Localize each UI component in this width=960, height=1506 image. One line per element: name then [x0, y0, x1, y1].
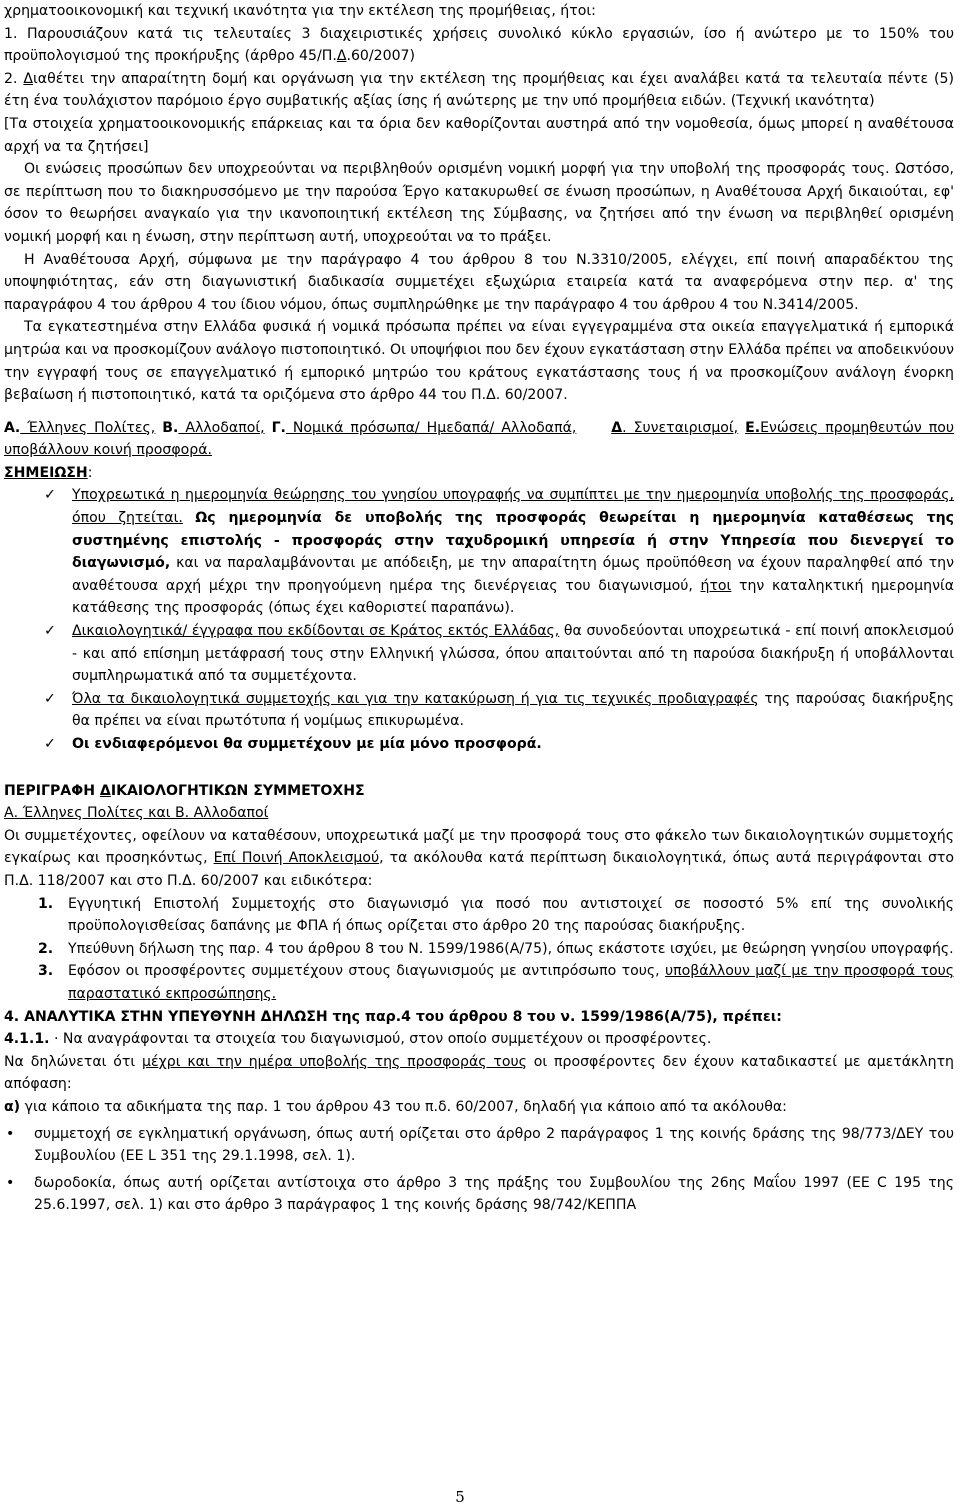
section-subtitle: Α. Έλληνες Πολίτες και Β. Αλλοδαποί [4, 805, 269, 822]
item-2-text: Υπεύθυνη δήλωση της παρ. 4 του άρθρου 8 του Ν. 1599/1986(Α/75), όπως εκάστοτε ισχύει, με θεώρηση γνησίου υπογραφής. [68, 940, 954, 957]
clause-a [4, 1096, 954, 1119]
criterion-2-letter: Δ [23, 70, 34, 87]
bullet-2-text: δωροδοκία, όπως αυτή ορίζεται αντίστοιχα στο άρθρο 3 της πράξης του Συμβουλίου της 26ης Μαΐου 1997 (ΕΕ C 195 της 25.6.1997, σελ. 1) και στο άρθρο 3 παράγραφος 1 της κοινής δράσης 98/742/ΚΕΠΠΑ [34, 1174, 954, 1214]
item-3-underlined: υποβάλλουν μαζί με την προσφορά τους παραστατικό εκπροσώπησης. [68, 963, 955, 1002]
note-1-bold: Ως ημερομηνία δε υποβολής της προσφοράς θεωρείται η ημερομηνία καταθέσεως της συστημένης επιστολής - προσφοράς στην ταχυδρομική υπηρεσία ή στην Υπηρεσία που διενεργεί το διαγωνισμό, [72, 510, 954, 572]
checkmark-icon: ✓ [44, 487, 56, 504]
intro-text-1: Οι συμμετέχοντες, οφείλουν να καταθέσουν, υποχρεωτικά μαζί με την προσφορά τους στο φάκελο των δικαιολογητικών συμμετοχής εγκαίρως και προσηκόντως, [4, 827, 954, 867]
item-4-1-1 [4, 1028, 954, 1051]
note-1-text-2: την καταληκτική ημερομηνία κατάθεσης της προσφοράς (όπως έχει καθοριστεί παραπάνω). [72, 577, 954, 617]
item-number: 3. [38, 963, 54, 980]
note-4-bold: Οι ενδιαφερόμενοι θα συμμετέχουν με μία μόνο προσφορά. [72, 736, 542, 752]
section-intro [4, 825, 954, 893]
item-1-text: Εγγυητική Επιστολή Συμμετοχής στο διαγωνισμό για ποσό που αντιστοιχεί σε ποσοστό 5% επί της συνολικής προϋπολογισθείσας δαπάνης με ΦΠΑ ή όπως ορίζεται στο άρθρο 20 της παρούσας διακήρυξης. [68, 895, 954, 935]
intro-underlined: Επί Ποινή Αποκλεισμού [213, 850, 380, 867]
bullet-icon: • [6, 1174, 15, 1191]
document-item-2 [4, 938, 954, 961]
bullet-1-text: συμμετοχή σε εγκληματική οργάνωση, όπως αυτή ορίζεται στο άρθρο 2 παράγραφος 1 της κοινής δράσης της 98/773/ΔΕΥ του Συμβουλίου (ΕΕ L 351 της 29.1.1998, σελ. 1). [34, 1125, 954, 1165]
note-item-3 [4, 688, 954, 733]
category-a-letter: Α. [4, 419, 21, 436]
declaration-line [4, 1051, 954, 1096]
bullet-item-1 [4, 1123, 954, 1168]
criterion-1-text: 1. Παρουσιάζουν κατά τις τελευταίες 3 διαχειριστικές χρήσεις συνολικό κύκλο εργασιών, ίσο ή ανώτερο με το 150% του προϋπολογισμού της προκήρυξης (άρθρο 45/Π. [4, 25, 954, 65]
declaration-text-1: Να δηλώνεται ότι [4, 1053, 143, 1070]
note-colon: : [87, 464, 93, 481]
note-1-underlined: Υποχρεωτικά η ημερομηνία θεώρησης του γνησίου υπογραφής να συμπίπτει με την ημερομηνία υποβολής της προσφοράς, όπου ζητείται. [72, 487, 954, 527]
category-d-letter: Δ [611, 419, 623, 436]
item-number: 1. [38, 895, 54, 912]
clause-a-label: α) [4, 1098, 21, 1115]
note-item-2 [4, 620, 954, 688]
category-b-text: Αλλοδαποί, [178, 419, 265, 436]
section-title-b: ΙΚΑΙΟΛΟΓΗΤΙΚΩΝ ΣΥΜΜΕΤΟΧΗΣ [110, 782, 365, 799]
criterion-1-end: .60/2007) [346, 48, 416, 65]
note-3-text: της παρούσας διακήρυξης θα πρέπει να είναι πρωτότυπα ή νομίμως επικυρωμένα. [72, 690, 954, 730]
note-heading [4, 462, 954, 485]
item-4-1-1-text: · Να αναγράφονται τα στοιχεία του διαγωνισμού, στον οποίο συμμετέχουν οι προσφέροντες. [49, 1031, 712, 1048]
spacer [4, 756, 954, 780]
registry-paragraph: Τα εγκατεστημένα στην Ελλάδα φυσικά ή νομικά πρόσωπα πρέπει να είναι εγγεγραμμένα στα οικεία επαγγελματικά ή εμπορικά μητρώα και να προσκομίζουν ανάλογο πιστοποιητικό. Οι υποψήφιοι που δεν έχουν εγκατάσταση στην Ελλάδα πρέπει να αποδεικνύουν την εγγραφή τους σε επαγγελματικό ή εμπορικό μητρώο του κράτους εγκατάστασης τους ή να προσκομίζουν ανάλογη ένορκη βεβαίωση ή πιστοποιητικό, κατά τα οριζόμενα στο άρθρο 44 του Π.Δ. 60/2007. [4, 319, 954, 404]
note-2-text: θα συνοδεύονται υποχρεωτικά - επί ποινή αποκλεισμού - και από επίσημη μετάφρασή τους στην Ελληνική γλώσσα, όπου απαιτούνται από τη παρούσα διακήρυξη ή υποβάλλονται συμπληρωματικά από τα συμμετέχοντα. [72, 623, 954, 685]
category-a-text: Έλληνες Πολίτες, [20, 419, 156, 436]
item-number: 2. [38, 940, 54, 957]
categories-line [4, 417, 954, 462]
document-item-4: 4. ΑΝΑΛΥΤΙΚΑ ΣΤΗΝ ΥΠΕΥΘΥΝΗ ΔΗΛΩΣΗ της παρ.4 του άρθρου 8 του ν. 1599/1986(Α/75), πρέπει: [4, 1008, 782, 1025]
intro-text-2: , τα ακόλουθα κατά περίπτωση δικαιολογητικά, όπως αυτά περιγράφονται στο Π.Δ. 118/2007 και στο Π.Δ. 60/2007 και ειδικότερα: [4, 850, 954, 889]
checkmark-icon: ✓ [44, 623, 56, 640]
checkmark-icon: ✓ [44, 690, 56, 707]
item-4-1-1-number: 4.1.1. [4, 1031, 50, 1048]
bullet-item-2 [4, 1172, 954, 1217]
note-3-underlined: Όλα τα δικαιολογητικά συμμετοχής και για την κατακύρωση ή για τις τεχνικές προδιαγραφές [72, 690, 759, 707]
criterion-2 [4, 68, 954, 113]
criterion-1-letter: Δ [336, 48, 347, 65]
intro-line: χρηματοοικονομική και τεχνική ικανότητα για την εκτέλεση της προμήθειας, ήτοι: [4, 3, 596, 19]
note-1-text: και να παραλαμβάνονται με απόδειξη, με την απαραίτητη όμως προϋπόθεση να έχουν παραληφθεί από την αναθέτουσα αρχή μέχρι την προηγούμενη ημέρα της διενέργειας του διαγωνισμού, [72, 555, 954, 594]
offshore-paragraph: Η Αναθέτουσα Αρχή, σύμφωνα με την παράγραφο 4 του άρθρου 8 του Ν.3310/2005, ελέγχει, επί ποινή απαραδέκτου της υποψηφιότητας, εάν στη διαγωνιστική διαδικασία συμμετέχει εξωχώρια εταιρεία κατά τα αναφερόμενα στην περ. α' της παραγράφου 4 του άρθρου 4 του ίδιου νόμου, όπως συμπληρώθηκε με την παράγραφο 4 του άρθρου 4 του Ν.3414/2005. [4, 251, 954, 313]
section-title-letter: Δ [99, 782, 111, 799]
document-item-1 [4, 893, 954, 938]
criterion-2-num: 2. [4, 70, 24, 87]
item-3-text: Εφόσον οι προσφέροντες συμμετέχουν στους διαγωνισμούς με αντιπρόσωπο τους, [68, 963, 666, 980]
note-item-1 [4, 484, 954, 620]
bullet-icon: • [6, 1125, 15, 1142]
note-2-underlined: Δικαιολογητικά/ έγγραφα που εκδίδονται σε Κράτος εκτός Ελλάδας, [72, 623, 560, 640]
page-number: 5 [455, 1488, 465, 1506]
clause-a-text: για κάποιο τα αδικήματα της παρ. 1 του άρθρου 43 του π.δ. 60/2007, δηλαδή για κάποιο από τα ακόλουθα: [20, 1098, 787, 1115]
category-d-text: . Συνεταιρισμοί, [622, 419, 739, 436]
note-label: ΣΗΜΕΙΩΣΗ [4, 464, 88, 481]
category-b-letter: Β. [162, 419, 179, 436]
category-c-text: Νομικά πρόσωπα/ Ημεδαπά/ Αλλοδαπά, [285, 419, 577, 436]
category-e-letter: Ε. [745, 419, 761, 436]
checkmark-icon: ✓ [44, 736, 56, 752]
note-1-space [183, 510, 195, 526]
category-e-text: Ενώσεις προμηθευτών που υποβάλλουν κοινή προσφορά. [4, 419, 955, 459]
declaration-underlined: μέχρι και την ημέρα υποβολής της προσφοράς τους [142, 1053, 527, 1070]
category-c-letter: Γ. [271, 419, 286, 436]
financial-note: [Τα στοιχεία χρηματοοικονομικής επάρκειας και τα όρια δεν καθορίζονται αυστηρά από την νομοθεσία, όμως μπορεί η αναθέτουσα αρχή να τα ζητήσει] [4, 115, 954, 155]
consortium-paragraph: Οι ενώσεις προσώπων δεν υποχρεούνται να περιβληθούν ορισμένη νομική μορφή για την υποβολή της προσφοράς τους. Ωστόσο, σε περίπτωση που το διακηρυσσόμενο με την παρούσα Έργο κατακυρωθεί σε ένωση προσώπων, η Αναθέτουσα Αρχή δικαιούται, εφ' όσον το θεωρήσει αναγκαίο για την ικανοποιητική εκτέλεση της Σύμβασης, να ζητήσει από την ένωση να περιβληθεί ορισμένη νομική μορφή και η ένωση, στην περίπτωση αυτή, υποχρεούται να το πράξει. [4, 161, 954, 245]
section-title-a: ΠΕΡΙΓΡΑΦΗ [4, 782, 100, 799]
spacer [4, 407, 954, 417]
declaration-text-2: οι προσφέροντες δεν έχουν καταδικαστεί με αμετάκλητη απόφαση: [4, 1053, 954, 1093]
note-item-4 [4, 733, 954, 756]
note-1-underlined-2: ήτοι [700, 577, 732, 594]
criterion-2-text: ιαθέτει την απαραίτητη δομή και οργάνωση για την εκτέλεση της προμήθειας και έχει αναλάβει κατά τα τελευταία πέντε (5) έτη ένα τουλάχιστον παρόμοιο έργο συμβατικής αξίας ίσης ή ανώτερης με την υπό προμήθεια ειδών. (Τεχνική ικανότητα) [4, 70, 954, 110]
criterion-1 [4, 23, 954, 68]
section-title [4, 780, 954, 803]
document-item-3 [4, 960, 954, 1005]
